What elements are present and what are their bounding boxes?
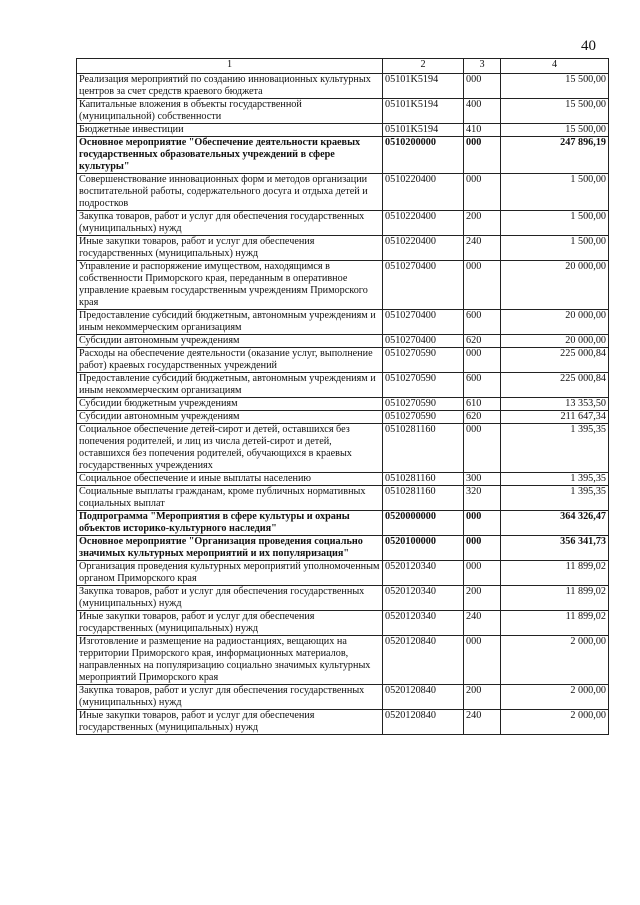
table-row xyxy=(77,685,609,710)
row-code-cell: 0520120340 xyxy=(383,561,464,586)
row-amount-cell: 225 000,84 xyxy=(501,373,609,398)
table-row xyxy=(77,473,609,486)
table-row xyxy=(77,536,609,561)
table-row xyxy=(77,99,609,124)
row-type-cell: 600 xyxy=(464,310,501,335)
row-code-cell: 0510281160 xyxy=(383,486,464,511)
row-code-cell: 0520120840 xyxy=(383,636,464,685)
table-row xyxy=(77,611,609,636)
row-code-cell: 0510220400 xyxy=(383,174,464,211)
row-name-cell: Иные закупки товаров, работ и услуг для обеспечения государственных (муниципальных) нужд xyxy=(77,710,383,735)
row-type-cell: 000 xyxy=(464,424,501,473)
table-row xyxy=(77,561,609,586)
row-code-cell: 0520100000 xyxy=(383,536,464,561)
header-cell-amount: 4 xyxy=(501,59,609,74)
row-type-cell: 320 xyxy=(464,486,501,511)
row-type-cell: 000 xyxy=(464,261,501,310)
row-name-cell: Иные закупки товаров, работ и услуг для обеспечения государственных (муниципальных) нужд xyxy=(77,611,383,636)
row-name-cell: Изготовление и размещение на радиостанциях, вещающих на территории Приморского края, информационных материалов, направленных на популяризацию социально значимых культурных мероприятий Приморского края xyxy=(77,636,383,685)
row-code-cell: 05101K5194 xyxy=(383,74,464,99)
table-row xyxy=(77,335,609,348)
row-amount-cell: 1 500,00 xyxy=(501,174,609,211)
row-name-cell: Реализация мероприятий по созданию инновационных культурных центров за счет средств краевого бюджета xyxy=(77,74,383,99)
row-code-cell: 0510270590 xyxy=(383,348,464,373)
row-amount-cell: 11 899,02 xyxy=(501,586,609,611)
row-code-cell: 0510270590 xyxy=(383,373,464,398)
header-cell-code: 2 xyxy=(383,59,464,74)
row-name-cell: Субсидии автономным учреждениям xyxy=(77,411,383,424)
row-type-cell: 200 xyxy=(464,685,501,710)
row-code-cell: 0510281160 xyxy=(383,424,464,473)
row-amount-cell: 356 341,73 xyxy=(501,536,609,561)
row-code-cell: 0520120840 xyxy=(383,685,464,710)
table-row xyxy=(77,74,609,99)
table-row xyxy=(77,348,609,373)
row-type-cell: 000 xyxy=(464,536,501,561)
row-name-cell: Социальное обеспечение и иные выплаты населению xyxy=(77,473,383,486)
row-amount-cell: 20 000,00 xyxy=(501,335,609,348)
row-amount-cell: 15 500,00 xyxy=(501,74,609,99)
page-number: 40 xyxy=(581,38,596,54)
row-name-cell: Бюджетные инвестиции xyxy=(77,124,383,137)
row-amount-cell: 2 000,00 xyxy=(501,685,609,710)
row-type-cell: 300 xyxy=(464,473,501,486)
row-name-cell: Предоставление субсидий бюджетным, автономным учреждениям и иным некоммерческим организациям xyxy=(77,373,383,398)
row-amount-cell: 225 000,84 xyxy=(501,348,609,373)
table-row xyxy=(77,124,609,137)
table-row xyxy=(77,710,609,735)
row-type-cell: 600 xyxy=(464,373,501,398)
row-amount-cell: 1 395,35 xyxy=(501,486,609,511)
row-amount-cell: 13 353,50 xyxy=(501,398,609,411)
row-code-cell: 05101K5194 xyxy=(383,124,464,137)
table-row xyxy=(77,373,609,398)
row-name-cell: Совершенствование инновационных форм и методов организации воспитательной работы, содержательного досуга и отдыха детей и подростков xyxy=(77,174,383,211)
row-type-cell: 240 xyxy=(464,236,501,261)
table-row xyxy=(77,137,609,174)
row-name-cell: Социальное обеспечение детей-сирот и детей, оставшихся без попечения родителей, и лиц из числа детей-сирот и детей, оставшихся без попечения родителей, обучающихся в краевых государственных учреждениях xyxy=(77,424,383,473)
row-type-cell: 240 xyxy=(464,710,501,735)
row-code-cell: 0520120840 xyxy=(383,710,464,735)
row-code-cell: 0510270590 xyxy=(383,398,464,411)
row-type-cell: 610 xyxy=(464,398,501,411)
row-type-cell: 200 xyxy=(464,586,501,611)
row-code-cell: 0510200000 xyxy=(383,137,464,174)
table-row xyxy=(77,174,609,211)
row-amount-cell: 15 500,00 xyxy=(501,99,609,124)
row-amount-cell: 1 395,35 xyxy=(501,424,609,473)
row-code-cell: 0510270400 xyxy=(383,335,464,348)
row-name-cell: Закупка товаров, работ и услуг для обеспечения государственных (муниципальных) нужд xyxy=(77,685,383,710)
row-amount-cell: 20 000,00 xyxy=(501,261,609,310)
row-type-cell: 200 xyxy=(464,211,501,236)
table-row xyxy=(77,424,609,473)
row-type-cell: 620 xyxy=(464,335,501,348)
row-code-cell: 0520120340 xyxy=(383,586,464,611)
row-type-cell: 400 xyxy=(464,99,501,124)
row-name-cell: Основное мероприятие "Организация проведения социально значимых культурных мероприятий и их популяризация" xyxy=(77,536,383,561)
row-name-cell: Закупка товаров, работ и услуг для обеспечения государственных (муниципальных) нужд xyxy=(77,586,383,611)
row-name-cell: Иные закупки товаров, работ и услуг для обеспечения государственных (муниципальных) нужд xyxy=(77,236,383,261)
row-amount-cell: 1 500,00 xyxy=(501,211,609,236)
row-name-cell: Предоставление субсидий бюджетным, автономным учреждениям и иным некоммерческим организациям xyxy=(77,310,383,335)
row-type-cell: 000 xyxy=(464,74,501,99)
row-name-cell: Управление и распоряжение имуществом, находящимся в собственности Приморского края, переданным в оперативное управление краевым государственным учреждениям Приморского края xyxy=(77,261,383,310)
row-amount-cell: 247 896,19 xyxy=(501,137,609,174)
row-code-cell: 0510270400 xyxy=(383,310,464,335)
row-code-cell: 0510270590 xyxy=(383,411,464,424)
table-row xyxy=(77,211,609,236)
table-row xyxy=(77,261,609,310)
row-amount-cell: 2 000,00 xyxy=(501,710,609,735)
row-type-cell: 000 xyxy=(464,174,501,211)
row-name-cell: Основное мероприятие "Обеспечение деятельности краевых государственных образовательных учреждений в сфере культуры" xyxy=(77,137,383,174)
row-type-cell: 000 xyxy=(464,636,501,685)
row-code-cell: 0510281160 xyxy=(383,473,464,486)
header-cell-name: 1 xyxy=(77,59,383,74)
table-row xyxy=(77,310,609,335)
row-amount-cell: 211 647,34 xyxy=(501,411,609,424)
row-name-cell: Капитальные вложения в объекты государственной (муниципальной) собственности xyxy=(77,99,383,124)
row-amount-cell: 364 326,47 xyxy=(501,511,609,536)
row-code-cell: 05101K5194 xyxy=(383,99,464,124)
row-amount-cell: 2 000,00 xyxy=(501,636,609,685)
row-name-cell: Расходы на обеспечение деятельности (оказание услуг, выполнение работ) краевых государственных учреждений xyxy=(77,348,383,373)
row-type-cell: 000 xyxy=(464,348,501,373)
row-code-cell: 0520120340 xyxy=(383,611,464,636)
row-type-cell: 000 xyxy=(464,561,501,586)
table-row xyxy=(77,586,609,611)
row-name-cell: Подпрограмма "Мероприятия в сфере культуры и охраны объектов историко-культурного наследия" xyxy=(77,511,383,536)
header-cell-type: 3 xyxy=(464,59,501,74)
table-row xyxy=(77,636,609,685)
table-row xyxy=(77,236,609,261)
row-code-cell: 0510220400 xyxy=(383,211,464,236)
table-row xyxy=(77,411,609,424)
row-name-cell: Социальные выплаты гражданам, кроме публичных нормативных социальных выплат xyxy=(77,486,383,511)
row-amount-cell: 11 899,02 xyxy=(501,561,609,586)
row-type-cell: 410 xyxy=(464,124,501,137)
row-type-cell: 620 xyxy=(464,411,501,424)
row-type-cell: 000 xyxy=(464,137,501,174)
row-name-cell: Организация проведения культурных мероприятий уполномоченным органом Приморского края xyxy=(77,561,383,586)
table-header-row xyxy=(77,59,609,74)
row-amount-cell: 15 500,00 xyxy=(501,124,609,137)
row-amount-cell: 1 500,00 xyxy=(501,236,609,261)
table-row xyxy=(77,511,609,536)
row-amount-cell: 20 000,00 xyxy=(501,310,609,335)
row-code-cell: 0510270400 xyxy=(383,261,464,310)
row-name-cell: Закупка товаров, работ и услуг для обеспечения государственных (муниципальных) нужд xyxy=(77,211,383,236)
row-type-cell: 240 xyxy=(464,611,501,636)
budget-table xyxy=(76,58,609,735)
row-amount-cell: 1 395,35 xyxy=(501,473,609,486)
table-row xyxy=(77,486,609,511)
table-row xyxy=(77,398,609,411)
row-amount-cell: 11 899,02 xyxy=(501,611,609,636)
row-name-cell: Субсидии автономным учреждениям xyxy=(77,335,383,348)
row-code-cell: 0520000000 xyxy=(383,511,464,536)
row-code-cell: 0510220400 xyxy=(383,236,464,261)
row-name-cell: Субсидии бюджетным учреждениям xyxy=(77,398,383,411)
row-type-cell: 000 xyxy=(464,511,501,536)
